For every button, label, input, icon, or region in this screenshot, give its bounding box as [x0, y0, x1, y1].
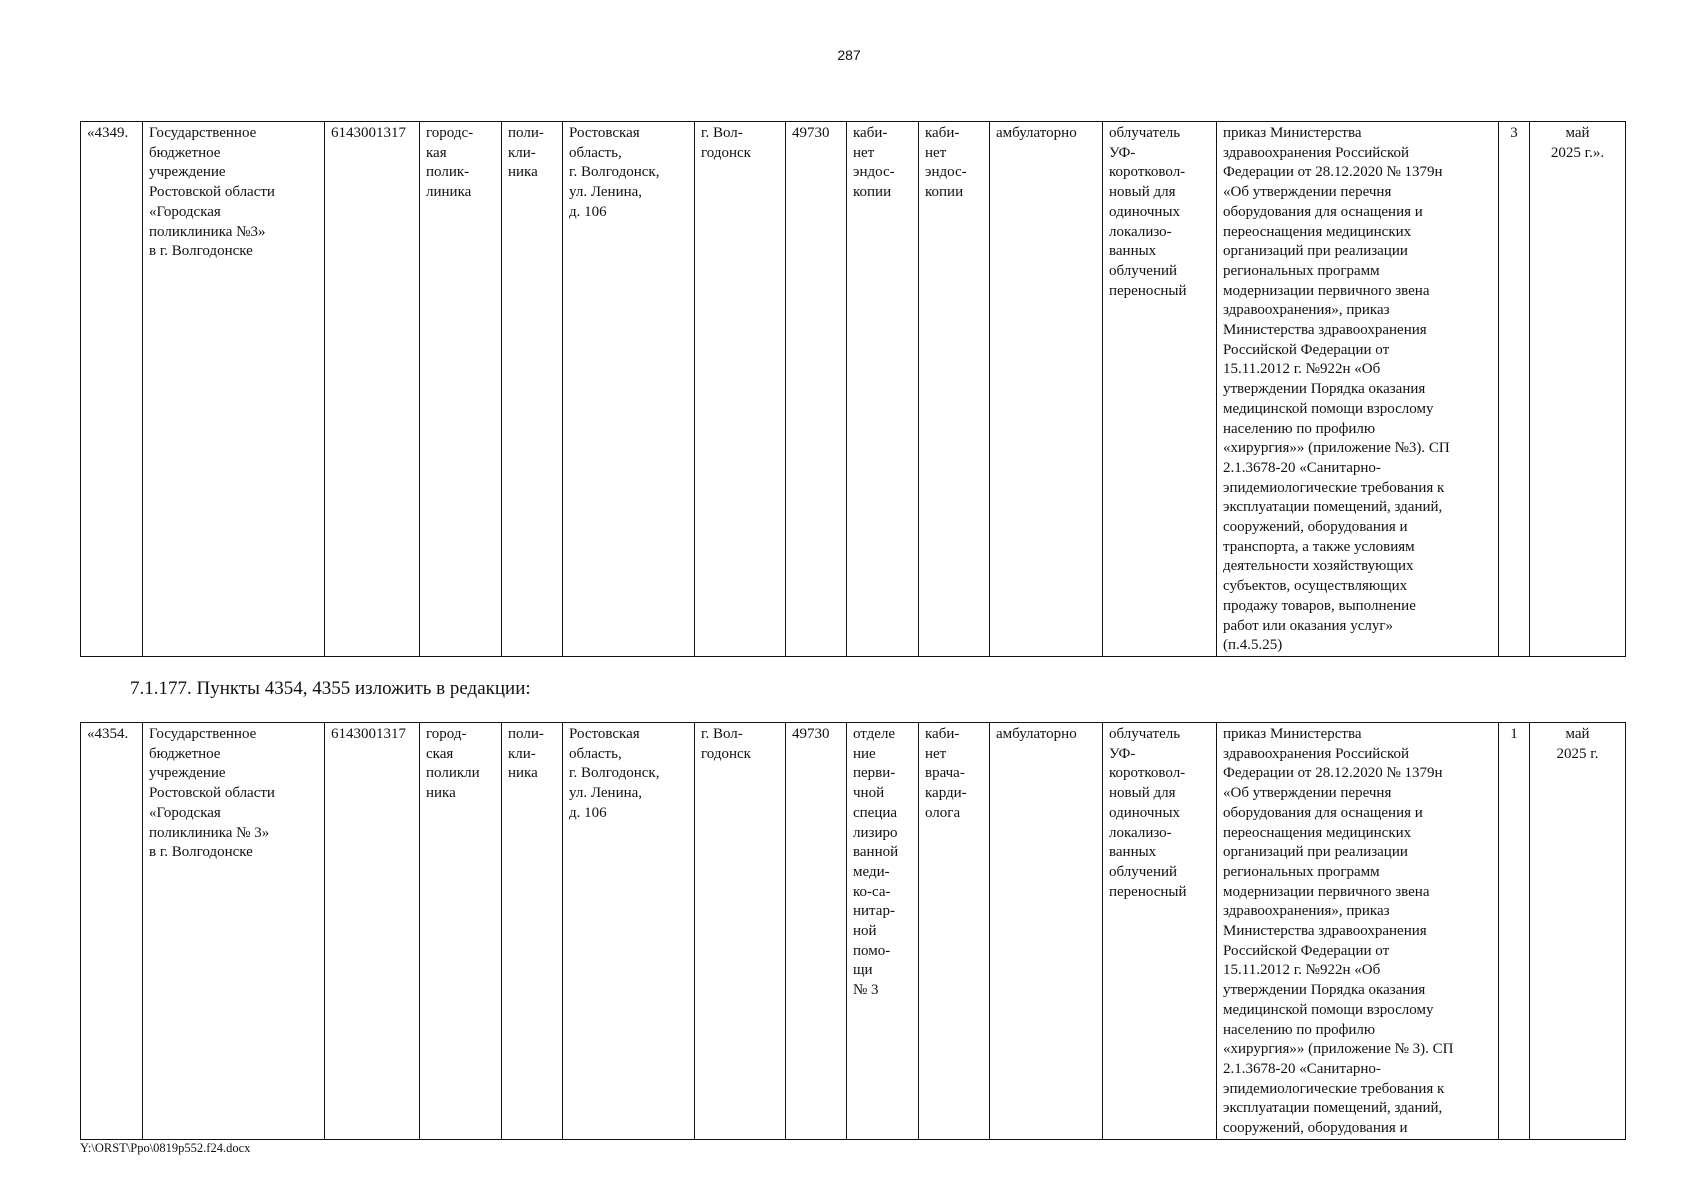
room-cell: каби- нет эндос- копии [919, 122, 990, 657]
department-cell: отделе ние перви- чной специа лизиро ванной меди- ко-са- нитар- ной помо- щи № 3 [847, 723, 919, 1140]
date-cell: май 2025 г.». [1530, 122, 1626, 657]
table-row [81, 122, 1626, 657]
footer-file-path: Y:\ORST\Ppo\0819p552.f24.docx [80, 1141, 251, 1155]
city-cell: г. Вол- годонск [695, 122, 786, 657]
table-row [81, 723, 1626, 1140]
inn-cell: 6143001317 [325, 122, 420, 657]
code-cell: 49730 [786, 723, 847, 1140]
date-cell: май 2025 г. [1530, 723, 1626, 1140]
page-number: 287 [837, 47, 861, 63]
department-cell: каби- нет эндос- копии [847, 122, 919, 657]
quantity-cell: 3 [1499, 122, 1530, 657]
organization-name: Государственное бюджетное учреждение Ростовской области «Городская поликлиника №3» в г. Волгодонске [143, 122, 325, 657]
address-cell: Ростовская область, г. Волгодонск, ул. Ленина, д. 106 [563, 723, 695, 1140]
institution-subtype: поли- кли- ника [502, 723, 563, 1140]
quantity-cell: 1 [1499, 723, 1530, 1140]
row-number: «4349. [81, 122, 143, 657]
equipment-table-1 [80, 121, 1626, 657]
device-cell: облучатель УФ- коротковол- новый для одиночных локализо- ванных облучений переносный [1103, 122, 1217, 657]
legal-basis-cell: приказ Министерства здравоохранения Российской Федерации от 28.12.2020 № 1379н «Об утверждении перечня оборудования для оснащения и переоснащения медицинских организаций при реализации региональных программ модернизации первичного звена здравоохранения», приказ Министерства здравоохранения Российской Федерации от 15.11.2012 г. №922н «Об утверждении Порядка оказания медицинской помощи взрослому населению по профилю «хирургия»» (приложение №3). СП 2.1.3678-20 «Санитарно- эпидемиологические требования к эксплуатации помещений, зданий, сооружений, оборудования и транспорта, а также условиям деятельности хозяйствующих субъектов, осуществляющих продажу товаров, выполнение работ или оказания услуг» (п.4.5.25) [1217, 122, 1499, 657]
institution-type: город- ская поликли ника [420, 723, 502, 1140]
care-type-cell: амбулаторно [990, 723, 1103, 1140]
address-cell: Ростовская область, г. Волгодонск, ул. Ленина, д. 106 [563, 122, 695, 657]
legal-basis-cell: приказ Министерства здравоохранения Российской Федерации от 28.12.2020 № 1379н «Об утверждении перечня оборудования для оснащения и переоснащения медицинских организаций при реализации региональных программ модернизации первичного звена здравоохранения», приказ Министерства здравоохранения Российской Федерации от 15.11.2012 г. №922н «Об утверждении Порядка оказания медицинской помощи взрослому населению по профилю «хирургия»» (приложение № 3). СП 2.1.3678-20 «Санитарно- эпидемиологические требования к эксплуатации помещений, зданий, сооружений, оборудования и [1217, 723, 1499, 1140]
inn-cell: 6143001317 [325, 723, 420, 1140]
section-heading: 7.1.177. Пункты 4354, 4355 изложить в редакции: [130, 678, 531, 699]
device-cell: облучатель УФ- коротковол- новый для одиночных локализо- ванных облучений переносный [1103, 723, 1217, 1140]
care-type-cell: амбулаторно [990, 122, 1103, 657]
row-number: «4354. [81, 723, 143, 1140]
organization-name: Государственное бюджетное учреждение Ростовской области «Городская поликлиника № 3» в г. Волгодонске [143, 723, 325, 1140]
institution-subtype: поли- кли- ника [502, 122, 563, 657]
code-cell: 49730 [786, 122, 847, 657]
city-cell: г. Вол- годонск [695, 723, 786, 1140]
equipment-table-2 [80, 722, 1626, 1140]
room-cell: каби- нет врача- карди- олога [919, 723, 990, 1140]
institution-type: городс- кая полик- линика [420, 122, 502, 657]
